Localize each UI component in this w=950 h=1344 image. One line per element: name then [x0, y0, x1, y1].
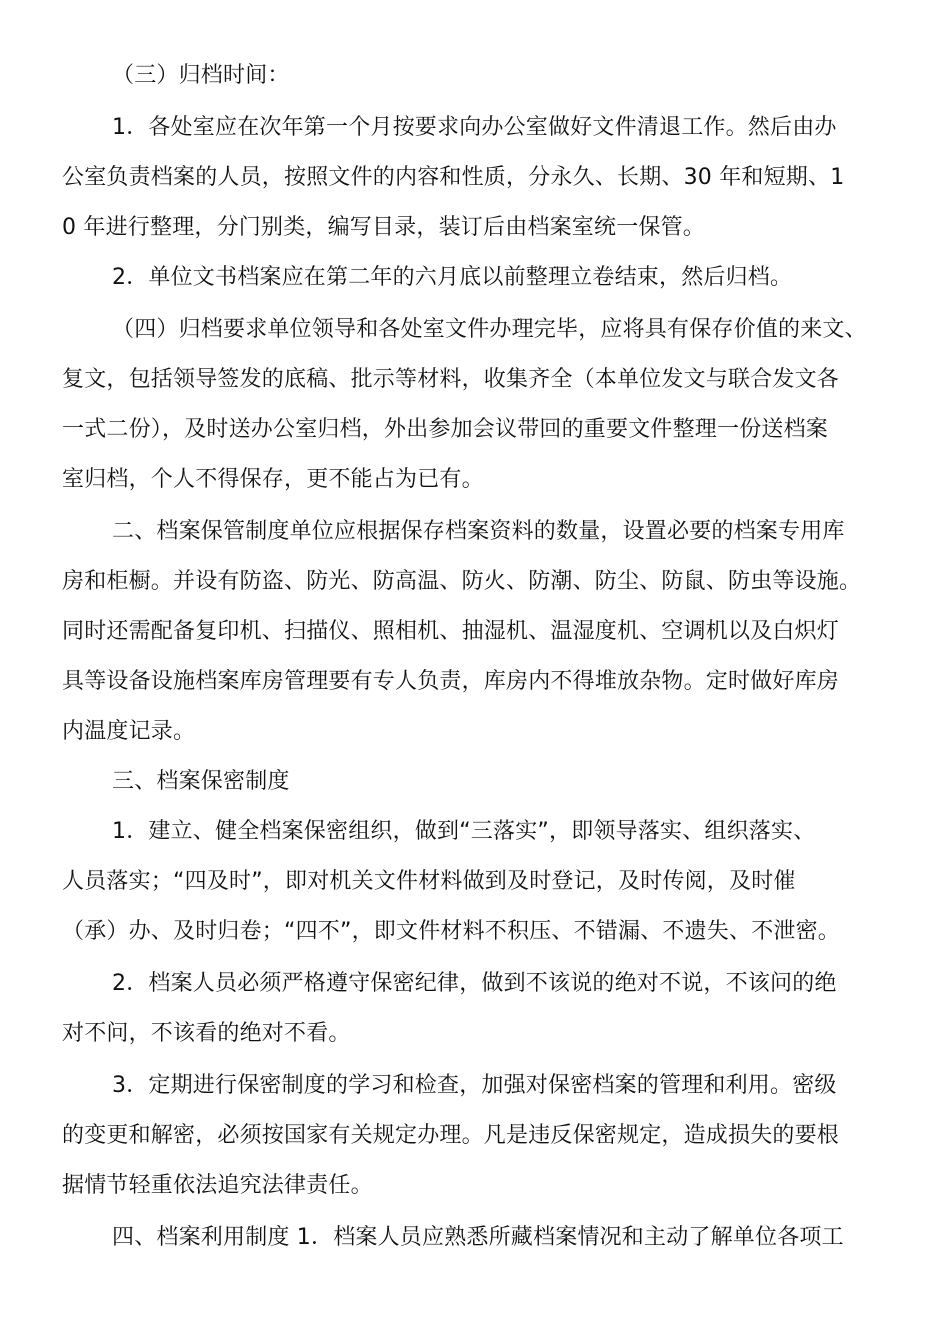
paragraph-line: 据情节轻重依法追究法律责任。 — [62, 1173, 373, 1198]
paragraph-line: 复文，包括领导签发的底稿、批示等材料，收集齐全（本单位发文与联合发文各 — [62, 367, 840, 392]
paragraph-line: 公室负责档案的人员，按照文件的内容和性质，分永久、长期、30 年和短期、1 — [62, 165, 845, 190]
section-3-heading: （三）归档时间： — [112, 63, 290, 88]
paragraph-line: 具等设备设施档案库房管理要有专人负责，库房内不得堆放杂物。定时做好库房 — [62, 669, 840, 694]
paragraph-line: （承）办、及时归卷；“四不”，即文件材料不积压、不错漏、不遗失、不泄密。 — [62, 919, 840, 944]
paragraph-line: 对不问，不该看的绝对不看。 — [62, 1021, 351, 1046]
section-4-paragraph: 四、档案利用制度 1．档案人员应熟悉所藏档案情况和主动了解单位各项工 — [112, 1225, 844, 1250]
paragraph-line: 1．各处室应在次年第一个月按要求向办公室做好文件清退工作。然后由办 — [112, 115, 837, 140]
paragraph-line: 房和柜橱。并设有防盗、防光、防高温、防火、防潮、防尘、防鼠、防虫等设施。 — [62, 569, 862, 594]
paragraph-line: 的变更和解密，必须按国家有关规定办理。凡是违反保密规定，造成损失的要根 — [62, 1123, 840, 1148]
paragraph-line: 2．单位文书档案应在第二年的六月底以前整理立卷结束，然后归档。 — [112, 265, 793, 290]
paragraph-line: 室归档，个人不得保存，更不能占为已有。 — [62, 467, 484, 492]
section-3-title: 三、档案保密制度 — [112, 769, 290, 794]
paragraph-line: 2．档案人员必须严格遵守保密纪律，做到不该说的绝对不说，不该问的绝 — [112, 971, 837, 996]
paragraph-line: 0 年进行整理，分门别类，编写目录，装订后由档案室统一保管。 — [62, 215, 705, 240]
paragraph-line: 同时还需配备复印机、扫描仪、照相机、抽湿机、温湿度机、空调机以及白炽灯 — [62, 619, 840, 644]
paragraph-line: 1．建立、健全档案保密组织，做到“三落实”，即领导落实、组织落实、 — [112, 819, 816, 844]
paragraph-line: 人员落实；“四及时”，即对机关文件材料做到及时登记，及时传阅，及时催 — [62, 869, 796, 894]
section-4-paragraph: （四）归档要求单位领导和各处室文件办理完毕，应将具有保存价值的来文、 — [112, 317, 867, 342]
paragraph-line: 3．定期进行保密制度的学习和检查，加强对保密档案的管理和利用。密级 — [112, 1073, 837, 1098]
paragraph-line: 内温度记录。 — [62, 719, 196, 744]
paragraph-line: 一式二份），及时送办公室归档，外出参加会议带回的重要文件整理一份送档案 — [62, 417, 829, 442]
section-2-paragraph: 二、档案保管制度单位应根据保存档案资料的数量，设置必要的档案专用库 — [112, 519, 845, 544]
